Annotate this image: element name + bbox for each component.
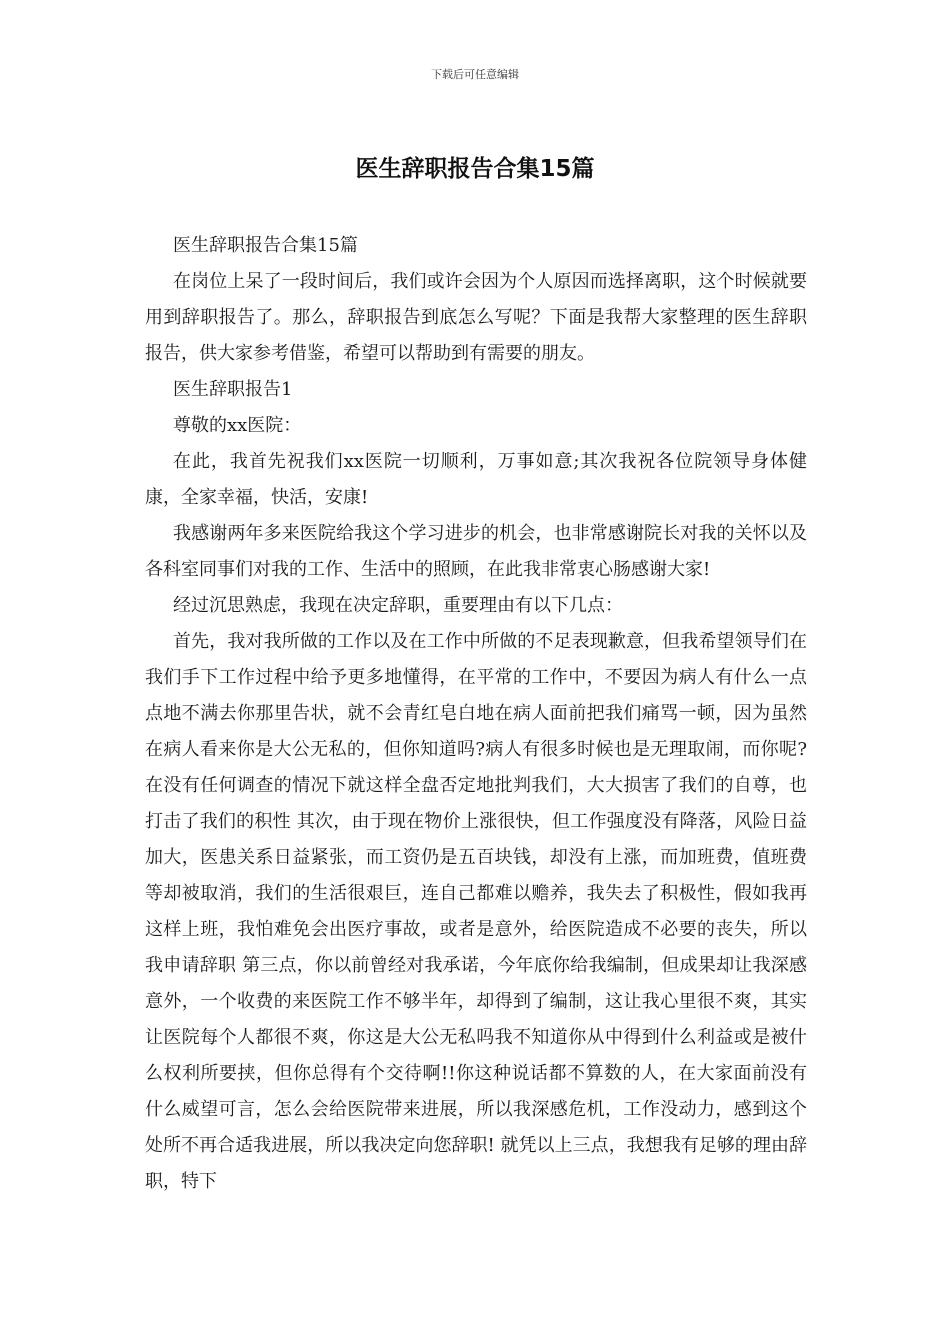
section-heading: 医生辞职报告1	[173, 379, 293, 400]
paragraph-greeting: 在此，我首先祝我们xx医院一切顺利，万事如意;其次我祝各位院领导身体健康，全家幸福，快活，安康!	[145, 451, 807, 508]
document-body	[145, 228, 807, 1200]
document-title: 医生辞职报告合集15篇	[355, 156, 595, 182]
paragraph-intro: 在岗位上呆了一段时间后，我们或许会因为个人原因而选择离职，这个时候就要用到辞职报告了。那么，辞职报告到底怎么写呢？下面是我帮大家整理的医生辞职报告，供大家参考借鉴，希望可以帮助到有需要的朋友。	[145, 271, 807, 364]
salutation: 尊敬的xx医院：	[173, 415, 302, 436]
paragraph-thanks: 我感谢两年多来医院给我这个学习进步的机会，也非常感谢院长对我的关怀以及各科室同事们对我的工作、生活中的照顾，在此我非常衷心肠感谢大家!	[145, 523, 807, 580]
paragraph-reasons: 首先，我对我所做的工作以及在工作中所做的不足表现歉意，但我希望领导们在我们手下工作过程中给予更多地懂得，在平常的工作中，不要因为病人有什么一点点地不满去你那里告状，就不会青红皂白地在病人面前把我们痛骂一顿，因为虽然在病人看来你是大公无私的，但你知道吗?病人有很多时候也是无理取闹，而你呢?在没有任何调查的情况下就这样全盘否定地批判我们，大大损害了我们的自尊，也打击了我们的积性 其次，由于现在物价上涨很快，但工作强度没有降落，风险日益加大，医患关系日益紧张，而工资仍是五百块钱，却没有上涨，而加班费，值班费等却被取消，我们的生活很艰巨，连自己都难以赡养，我失去了积极性，假如我再这样上班，我怕难免会出医疗事故，或者是意外，给医院造成不必要的丧失，所以我申请辞职 第三点，你以前曾经对我承诺，今年底你给我编制，但成果却让我深感意外，一个收费的来医院工作不够半年，却得到了编制，这让我心里很不爽，其实让医院每个人都很不爽，你这是大公无私吗我不知道你从中得到什么利益或是被什么权利所要挟，但你总得有个交待啊!!你这种说话都不算数的人，在大家面前没有什么威望可言，怎么会给医院带来进展，所以我深感危机，工作没动力，感到这个处所不再合适我进展，所以我决定向您辞职! 就凭以上三点，我想我有足够的理由辞职，特下	[145, 631, 807, 1192]
paragraph-subtitle: 医生辞职报告合集15篇	[173, 235, 358, 256]
paragraph-decision: 经过沉思熟虑，我现在决定辞职，重要理由有以下几点：	[173, 595, 623, 616]
header-note: 下载后可任意编辑	[431, 68, 519, 81]
